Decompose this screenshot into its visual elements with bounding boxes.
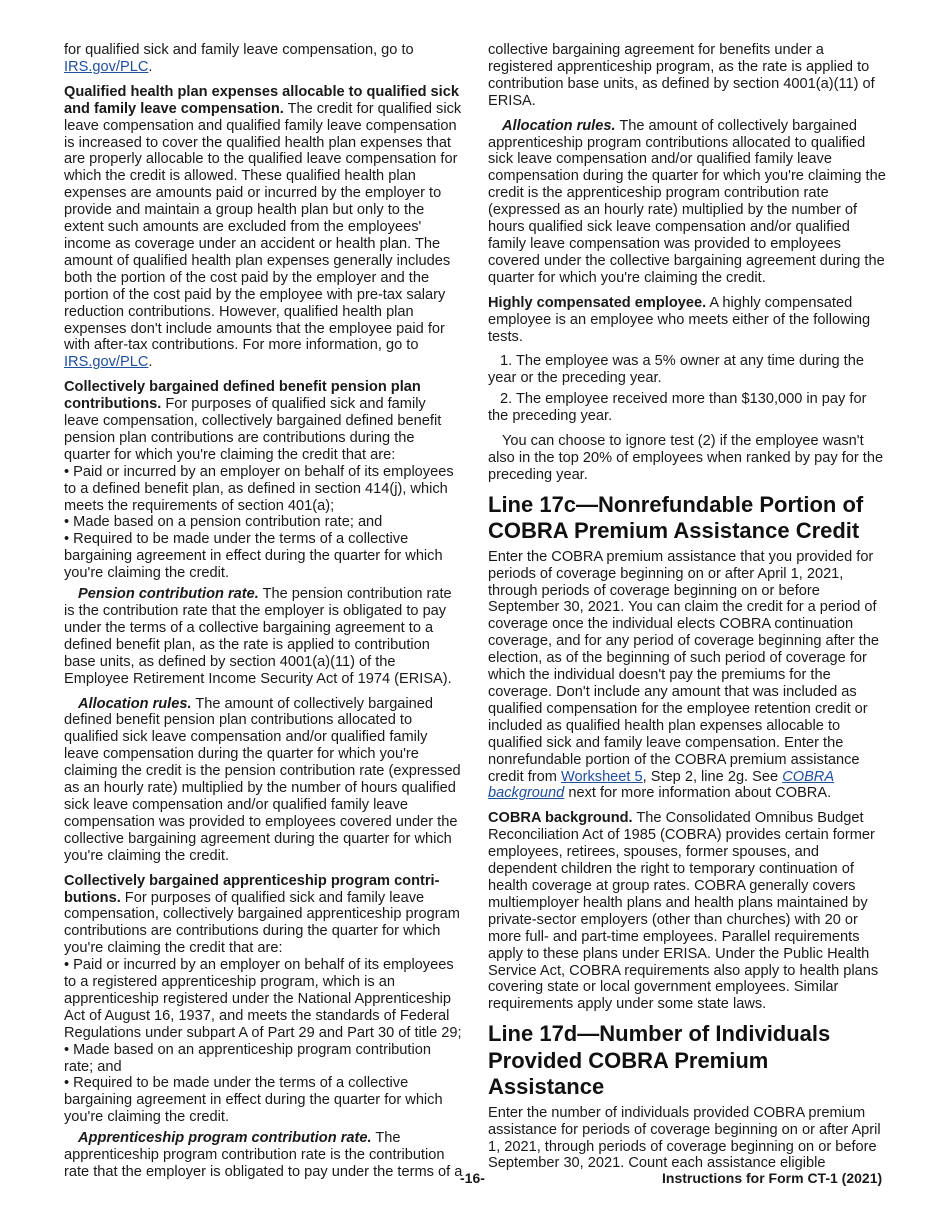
section-heading-line-17d: Line 17d—Number of Individuals Provided COBRA Premium Assistance xyxy=(488,1021,831,1100)
paragraph-apprenticeship-rate: Apprenticeship program contribution rate. The apprenticeship program contribution rate is the contribution rate that the employer is obligated to pay under the terms of a xyxy=(64,1130,463,1180)
apprenticeship-bullet-list xyxy=(64,957,464,1126)
heading-pension-contribution-rate: Pension contribution rate. xyxy=(78,586,259,603)
left-column xyxy=(64,42,464,1189)
paragraph-line-17c: Enter the COBRA premium assistance that you provided for periods of coverage beginning on or after April 1, 2021, through periods of coverage beginning on or before September 30, 2021. You can claim the credit for a period of coverage once the individual elects COBRA continuation coverage, and for any period of coverage beginning after the election, as of the beginning of such period of coverage for which the individual doesn't pay the premiums for the coverage. Don't include any amount that was included as qualified compensation for the employee retention credit or included as qualified health plan expenses allocable to qualified sick and family leave compensation. Enter the nonrefundable portion of the COBRA premium assistance credit from Worksheet 5, Step 2, line 2g. See COBRA background next for more information about COBRA. xyxy=(488,548,880,802)
list-item: • Paid or incurred by an employer on behalf of its employees to a defined benefit plan, as defined in section 414(j), which meets the requirements of section 401(a); xyxy=(64,464,464,515)
heading-highly-compensated: Highly compensated employee. xyxy=(488,294,707,311)
form-title: Instructions for Form CT-1 (2021) xyxy=(662,1170,883,1186)
irs-plc-link[interactable]: IRS.gov/PLC xyxy=(64,58,149,75)
paragraph-cobra-background: COBRA background. The Consolidated Omnibus Budget Reconciliation Act of 1985 (COBRA) provides certain former employees, retirees, spouses, former spouses, and dependent children the right to temporary continuation of health coverage at group rates. COBRA generally covers multiemployer health plans and health plans maintained by private-sector employers (other than churches) with 20 or more full- and part-time employees. Parallel requirements apply to these plans under ERISA. Under the Public Health Service Act, COBRA requirements also apply to health plans covering state or local government employees. Similar requirements apply under some state laws. xyxy=(488,810,879,1013)
paragraph-ignore-test: You can choose to ignore test (2) if the employee wasn't also in the top 20% of employees when ranked by pay for the preceding year. xyxy=(488,433,884,483)
test-item-2: 2. The employee received more than $130,000 in pay for the preceding year. xyxy=(488,391,867,425)
paragraph-allocation-rules: Allocation rules. The amount of collectively bargained defined benefit pension plan contributions allocated to qualified sick leave compensation and/or qualified family leave compensation during the quarter for which you're claiming the credit is the pension contribution rate (expressed as an hourly rate) multiplied by the number of hours qualified sick leave compensation and/or qualified family leave compensation was provided to employees covered under the collective bargaining agreement during the quarter for which you're claiming the credit. xyxy=(64,695,461,864)
right-column xyxy=(488,42,888,1180)
paragraph-pension-contribution-rate: Pension contribution rate. The pension contribution rate is the contribution rate that the employer is obligated to pay under the terms of a collective bargaining agreement to a defined benefit plan, as the rate is applied to contribution base units, as defined by section 4001(a)(11) of the Employee Retirement Income Security Act of 1974 (ERISA). xyxy=(64,586,452,687)
heading-qualified-health-plan: Qualified health plan expenses allocable to qualified sick and family leave compensation. xyxy=(64,83,459,117)
paragraph-highly-compensated: Highly compensated employee. A highly compensated employee is an employee who meets either of the following tests. xyxy=(488,294,871,345)
list-item: • Required to be made under the terms of a collective bargaining agreement in effect during the quarter for which you're claiming the credit. xyxy=(64,531,464,582)
list-item: • Required to be made under the terms of a collective bargaining agreement in effect during the quarter for which you're claiming the credit. xyxy=(64,1075,464,1126)
cobra-background-link[interactable]: COBRA background xyxy=(488,768,835,802)
paragraph-qualified-health-plan: Qualified health plan expenses allocable to qualified sick and family leave compensation. The credit for qualified sick leave compensation and qualified family leave compensation is increased to cover the qualified health plan expenses that are properly allocable to the qualified leave compensation for which the credit is allowed. These qualified health plan expenses are amounts paid or incurred by the employer to provide and maintain a group health plan but only to the extent such amounts are excluded from the employees' income as coverage under an accident or health plan. The amount of qualified health plan expenses generally includes both the portion of the cost paid by the employer and the portion of the cost paid by the employee with pre-tax salary reduction contributions. However, qualified health plan expenses don't include amounts that the employee paid for with after-tax contributions. For more information, go to IRS.gov/PLC. xyxy=(64,83,462,371)
heading-cobra-background: COBRA background. xyxy=(488,810,633,827)
heading-allocation-rules: Allocation rules. xyxy=(78,695,192,712)
section-heading-line-17c: Line 17c—Nonrefundable Portion of COBRA Premium Assistance Credit xyxy=(488,491,864,544)
heading-apprenticeship: Collectively bargained apprenticeship program contri-butions. xyxy=(64,872,440,906)
list-item: • Made based on a pension contribution rate; and xyxy=(64,514,464,531)
paragraph-apprenticeship-contributions: Collectively bargained apprenticeship program contri-butions. For purposes of qualified sick and family leave compensation, collectively bargained apprenticeship program contributions are contributions during the quarter for which you're claiming the credit that are: xyxy=(64,872,460,957)
pension-bullet-list xyxy=(64,464,464,582)
paragraph-continuation: collective bargaining agreement for benefits under a registered apprenticeship program, as the rate is applied to contribution base units, as defined by section 4001(a)(11) of ERISA. xyxy=(488,42,875,109)
paragraph-allocation-rules: Allocation rules. The amount of collectively bargained apprenticeship program contributions allocated to qualified sick leave compensation and/or qualified family leave compensation during the quarter for which you're claiming the credit is the apprenticeship program contribution rate (expressed as an hourly rate) multiplied by the number of hours qualified sick leave compensation and/or qualified family leave compensation was provided to employees covered under the collective bargaining agreement during the quarter for which you're claiming the credit. xyxy=(488,117,886,286)
test-item-1: 1. The employee was a 5% owner at any time during the year or the preceding year. xyxy=(488,353,864,387)
heading-pension-plan: Collectively bargained defined benefit pension plan contributions. xyxy=(64,379,421,413)
paragraph-continuation: for qualified sick and family leave compensation, go to IRS.gov/PLC. xyxy=(64,42,414,75)
heading-apprenticeship-rate: Apprenticeship program contribution rate. xyxy=(78,1130,372,1147)
worksheet-5-link[interactable]: Worksheet 5 xyxy=(560,768,643,785)
paragraph-pension-plan-contributions: Collectively bargained defined benefit pension plan contributions. For purposes of qualified sick and family leave compensation, collectively bargained defined benefit pension plan contributions are contributions during the quarter for which you're claiming the credit that are: xyxy=(64,379,442,463)
paragraph-line-17d: Enter the number of individuals provided COBRA premium assistance for periods of coverage beginning on or after April 1, 2021, through periods of coverage beginning on or before September 30, 2021. Count each assistance eligible xyxy=(488,1104,881,1172)
heading-allocation-rules: Allocation rules. xyxy=(502,117,616,134)
page-number: -16- xyxy=(460,1170,485,1186)
list-item: • Paid or incurred by an employer on behalf of its employees to a registered apprenticeship program, which is an apprenticeship registered under the National Apprenticeship Act of August 16, 1937, and meets the standards of Federal Regulations under subpart A of Part 29 and Part 30 of title 29; xyxy=(64,957,464,1042)
irs-plc-link[interactable]: IRS.gov/PLC xyxy=(64,354,149,371)
list-item: • Made based on an apprenticeship program contribution rate; and xyxy=(64,1042,464,1076)
